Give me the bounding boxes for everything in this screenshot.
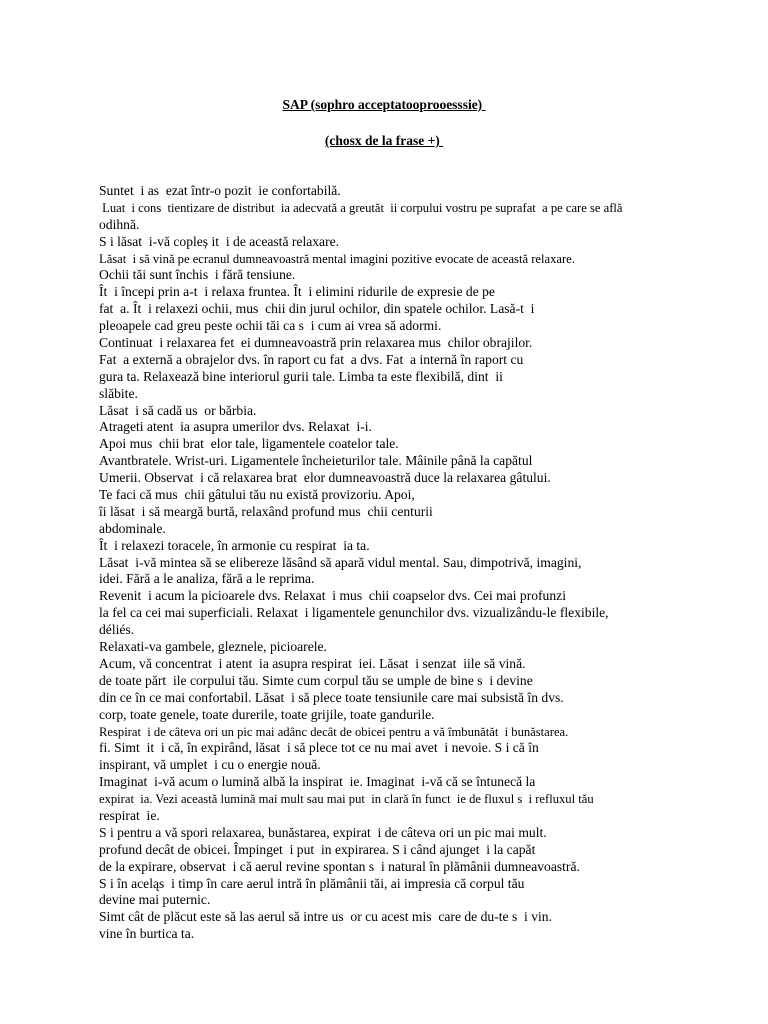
body-line: Revenit i acum la picioarele dvs. Relaxat i mus chii coapselor dvs. Cei mai profunzi <box>99 588 566 604</box>
body-line: profund decât de obicei. Împinget i put in expirarea. S i când ajunget i la capăt <box>99 841 536 857</box>
body-line: Lăsat i-vă mintea să se elibereze lăsând să apară vidul mental. Sau, dimpotrivă, imagini, <box>99 554 582 570</box>
body-line: S i pentru a vă spori relaxarea, bunăstarea, expirat i de câteva ori un pic mai mult. <box>99 824 547 840</box>
body-line: Apoi mus chii brat elor tale, ligamentele coatelor tale. <box>99 436 399 452</box>
body-line: Ît i relaxezi toracele, în armonie cu respirat ia ta. <box>99 537 370 553</box>
body-line: abdominale. <box>99 520 166 536</box>
body-line: Lăsat i să cadă us or bărbia. <box>99 402 257 418</box>
body-line: de la expirare, observat i că aerul revine spontan s i natural în plămânii dumneavoastră. <box>99 858 580 874</box>
body-line: Imaginat i-vă acum o lumină albă la inspirat ie. Imaginat i-vă că se întunecă la <box>99 774 536 790</box>
body-line: Ochii tăi sunt închis i fără tensiune. <box>99 267 296 283</box>
body-line: din ce în ce mai confortabil. Lăsat i să plece toate tensiunile care mai subsistă în dvs. <box>99 689 564 705</box>
body-line: pleoapele cad greu peste ochii tăi ca s i cum ai vrea să adormi. <box>99 318 442 334</box>
body-line: Avantbratele. Wrist-uri. Ligamentele încheieturilor tale. Mâinile până la capătul <box>99 453 533 469</box>
body-line: déliés. <box>99 622 135 638</box>
body-line: idei. Fără a le analiza, fără a le reprima. <box>99 571 315 587</box>
body-line: Continuat i relaxarea fet ei dumneavoastră prin relaxarea mus chilor obrajilor. <box>99 335 533 351</box>
body-line: inspirant, vă umplet i cu o energie nouă. <box>99 757 321 773</box>
body-line: gura ta. Relaxează bine interiorul gurii tale. Limba ta este flexibilă, dint ii <box>99 368 503 384</box>
body-line: Luat i cons tientizare de distribut ia adecvată a greutăt ii corpului vostru pe suprafat a pe care se află <box>99 200 623 215</box>
document-body <box>99 183 729 943</box>
body-line: Atrageti atent ia asupra umerilor dvs. Relaxat i-i. <box>99 419 372 435</box>
body-line: corp, toate genele, toate durerile, toate grijile, toate gandurile. <box>99 706 435 722</box>
body-line: fi. Simt it i că, în expirând, lăsat i să plece tot ce nu mai avet i nevoie. S i că în <box>99 740 539 756</box>
document-title: SAP (sophro acceptatooprooesssie) <box>282 97 486 112</box>
body-line: Simt cât de plăcut este să las aerul să intre us or cu acest mis care de du-te s i vin. <box>99 909 552 925</box>
body-line: de toate părt ile corpului tău. Simte cum corpul tău se umple de bine s i devine <box>99 672 533 688</box>
body-line: Te faci că mus chii gâtului tău nu există provizoriu. Apoi, <box>99 487 415 503</box>
body-line: slăbite. <box>99 385 138 401</box>
body-line: Fat a externă a obrajelor dvs. în raport cu fat a dvs. Fat a internă în raport cu <box>99 351 524 367</box>
body-line: Suntet i as ezat într-o pozit ie confortabilă. <box>99 183 341 198</box>
body-line: Relaxati-va gambele, gleznele, picioarele. <box>99 639 327 655</box>
body-line: S i lăsat i-vă copleș it i de această relaxare. <box>99 233 340 249</box>
body-line: la fel ca cei mai superficiali. Relaxat i ligamentele genunchilor dvs. vizualizându-le flexibile, <box>99 605 609 621</box>
body-line: Lăsat i să vină pe ecranul dumneavoastră mental imagini pozitive evocate de această relaxare. <box>99 251 575 266</box>
body-line: fat a. Ît i relaxezi ochii, mus chii din jurul ochilor, din spatele ochilor. Lasă-t i <box>99 301 535 317</box>
body-line: respirat ie. <box>99 807 160 823</box>
body-line: îi lăsat i să meargă burtă, relaxând profund mus chii centurii <box>99 503 433 519</box>
body-line: S i în aceląs i timp în care aerul intră în plămânii tăi, ai impresia că corpul tău <box>99 875 525 891</box>
document-subtitle: (chosx de la frase +) <box>324 133 444 148</box>
body-line: Ît i începi prin a-t i relaxa fruntea. Ît i elimini ridurile de expresie de pe <box>99 284 495 300</box>
body-line: devine mai puternic. <box>99 892 211 908</box>
body-line: Acum, vă concentrat i atent ia asupra respirat iei. Lăsat i senzat iile să vină. <box>99 655 526 671</box>
body-line: Umerii. Observat i că relaxarea brat elor dumneavoastră duce la relaxarea gâtului. <box>99 470 551 486</box>
body-line: Respirat i de câteva ori un pic mai adânc decât de obicei pentru a vă îmbunătăt i bunăstarea. <box>99 724 569 739</box>
body-line: vine în burtica ta. <box>99 926 195 942</box>
body-line: expirat ia. Vezi această lumină mai mult sau mai put in clară în funct ie de fluxul s i refluxul tău <box>99 792 594 807</box>
body-line: odihnă. <box>99 216 140 232</box>
